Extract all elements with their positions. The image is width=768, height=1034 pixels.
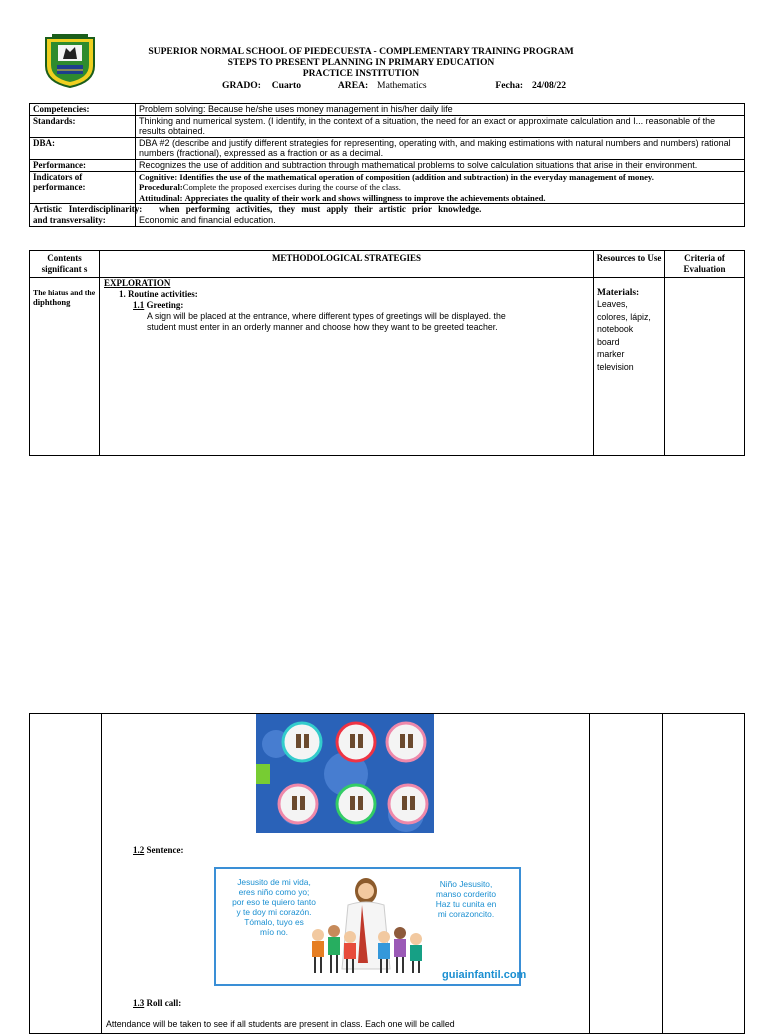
criteria-cell — [665, 278, 745, 456]
grado-label: GRADO: — [222, 80, 261, 91]
routine-heading: 1. Routine activities: — [119, 289, 198, 299]
artistic-value — [136, 204, 745, 226]
prayer-left-text: Jesusito de mi vida, eres niño como yo; por eso te quiero tanto y te doy mi corazón. Tómalo, tuyo es mío no. — [232, 877, 316, 937]
competencies-row — [30, 104, 745, 116]
material-item: television — [597, 361, 634, 372]
sentence-heading: 1.2 Sentence: — [133, 845, 184, 855]
prayer-image — [214, 867, 527, 986]
continued-contents-cell — [30, 714, 102, 1034]
standards-row — [30, 115, 745, 137]
header-line-3: PRACTICE INSTITUTION — [302, 68, 420, 79]
attitudinal-indicator: Attitudinal: Appreciates the quality of their work and shows willingness to improve the achievements obtained. — [139, 192, 546, 203]
dba-row — [30, 137, 745, 159]
school-crest-logo — [44, 32, 96, 88]
planning-info-table — [29, 103, 745, 227]
brand-text: guiainfantil.com — [442, 969, 527, 981]
resources-cell — [594, 278, 665, 456]
procedural-indicator: Procedural:Complete the proposed exercises during the course of the class. — [139, 182, 401, 193]
continued-resources-cell — [590, 714, 663, 1034]
header-meta — [222, 80, 566, 91]
standards-label: Standards: — [30, 115, 136, 137]
competencies-value: Problem solving: Because he/she uses money management in his/her daily life — [136, 104, 745, 116]
artistic-label-2: and transversality: — [33, 214, 106, 225]
col-resources-header: Resources to Use — [594, 251, 665, 278]
strategy-content-row — [30, 278, 745, 456]
indicators-row — [30, 171, 745, 204]
cognitive-indicator: Cognitive: Identifies the use of the mathematical operation of composition (addition and subtraction) in the everyday management of money. — [139, 171, 654, 182]
materials-label: Materials: — [597, 288, 640, 298]
greetings-board-photo — [256, 714, 434, 833]
col-methods-header: METHODOLOGICAL STRATEGIES — [100, 251, 594, 278]
standards-value: Thinking and numerical system. (I identify, in the context of a situation, the need for an exact or approximate calculation and I... reasonable of the results obtained. — [136, 115, 745, 137]
continued-criteria-cell — [663, 714, 745, 1034]
jesus-children-illustration — [304, 873, 434, 981]
exploration-heading: EXPLORATION — [104, 278, 171, 288]
prayer-right-text: Niño Jesusito, manso corderito Haz tu cunita en mi corazoncito. — [435, 879, 497, 919]
artistic-label: Artistic Interdisciplinarity: and transversality: — [30, 204, 136, 226]
fecha-label: Fecha: — [495, 80, 524, 91]
dba-value: DBA #2 (describe and justify different strategies for representing, operating with, and making estimations with natural numbers and numbers) rational numbers (fractional), expressed as a fraction or as a decimal. — [136, 137, 745, 159]
artistic-line-1: when performing activities, they must apply their artistic prior knowledge. — [159, 204, 482, 215]
contents-line-2: diphthong — [33, 297, 71, 307]
col-criteria-header: Criteria of Evaluation — [665, 251, 745, 278]
indicators-label — [30, 171, 136, 204]
strategy-table — [29, 250, 745, 456]
material-item: notebook — [597, 324, 634, 335]
rollcall-text: Attendance will be taken to see if all students are present in class. Each one will be called — [106, 1019, 455, 1029]
performance-label: Performance: — [30, 159, 136, 171]
material-item: marker — [597, 349, 625, 360]
greeting-text: A sign will be placed at the entrance, where different types of greetings will be displayed. the student must enter in an orderly manner and choose how they want to be greeted teacher. — [147, 311, 506, 332]
methods-cell — [100, 278, 594, 456]
grado-value: Cuarto — [271, 80, 302, 91]
artistic-row — [30, 204, 745, 226]
artistic-line-2: Economic and financial education. — [139, 214, 276, 225]
fecha-value: 24/08/22 — [531, 80, 567, 91]
performance-row — [30, 159, 745, 171]
competencies-label: Competencies: — [30, 104, 136, 116]
rollcall-heading: 1.3 Roll call: — [133, 998, 182, 1008]
document-header — [130, 46, 592, 79]
performance-value: Recognizes the use of addition and subtraction through mathematical problems to solve calculation situations that arise in their environment. — [136, 159, 745, 171]
header-line-2: STEPS TO PRESENT PLANNING IN PRIMARY EDUCATION — [227, 57, 495, 68]
area-label: AREA: — [337, 80, 369, 91]
indicators-value — [136, 171, 745, 204]
area-value: Mathematics — [377, 80, 427, 91]
strategy-header-row — [30, 251, 745, 278]
material-item: board — [597, 336, 620, 347]
greeting-heading: 1.1 Greeting: — [133, 300, 184, 310]
material-item: colores, lápiz, — [597, 311, 651, 322]
contents-cell — [30, 278, 100, 456]
dba-label: DBA: — [30, 137, 136, 159]
materials-list — [597, 298, 661, 374]
contents-line-1: The hiatus and the — [33, 288, 96, 297]
header-line-1: SUPERIOR NORMAL SCHOOL OF PIEDECUESTA - COMPLEMENTARY TRAINING PROGRAM — [148, 46, 574, 57]
material-item: Leaves, — [597, 299, 628, 309]
indicators-label-2: performance: — [33, 182, 86, 193]
indicators-label-1: Indicators of — [33, 171, 83, 182]
col-contents-header: Contents significant s — [30, 251, 100, 278]
